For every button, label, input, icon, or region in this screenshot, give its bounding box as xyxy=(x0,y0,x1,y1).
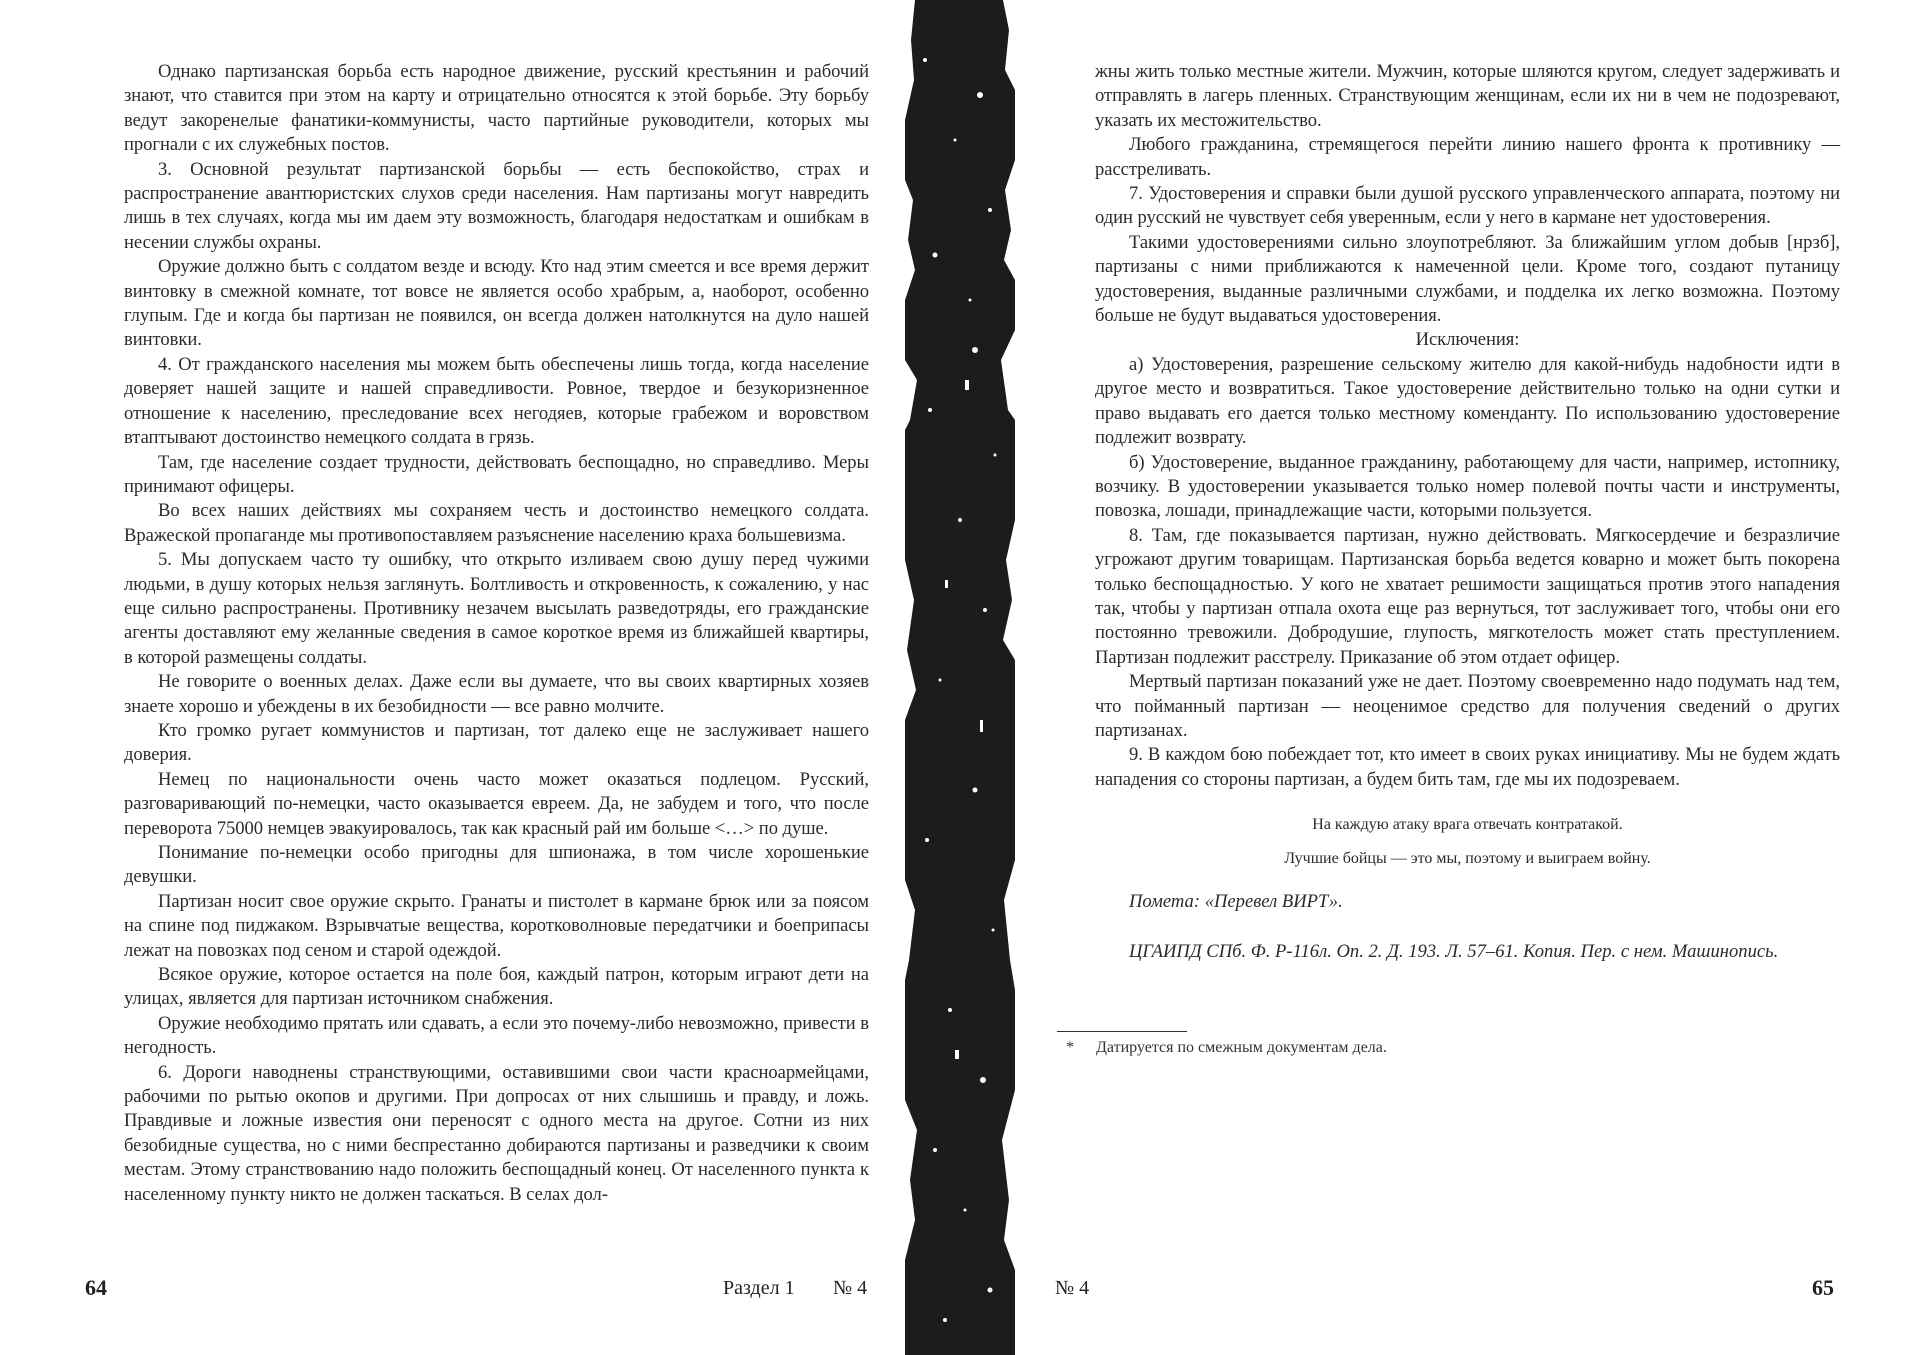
paragraph: Там, где население создает трудности, действовать беспощадно, но справедливо. Меры принимают офицеры. xyxy=(124,451,869,497)
paragraph: 6. Дороги наводнены странствующими, оставившими свои части красноармейцами, рабочими по рытью окопов и другими. При допросах от них слышишь и правду, и ложь. Правдивые и ложные известия они переносят с одного места на другое. Сотни из них безобидные существа, но с ними беспрестанно добираются партизаны и разведчики к своим местам. Этому странствованию надо положить беспощадный конец. От населенного пункта к населенному пункту никто не должен таскаться. В селах дол- xyxy=(124,1061,869,1205)
closing-line: Лучшие бойцы — это мы, поэтому и выиграем войну. xyxy=(1284,850,1651,868)
paragraph: Исключения: xyxy=(1415,329,1520,351)
paragraph: Понимание по-немецки особо пригодны для шпионажа, в том числе хорошенькие девушки. xyxy=(124,842,869,888)
footnote xyxy=(1066,1038,1387,1058)
paragraph: 9. В каждом бою побеждает тот, кто имеет в своих руках инициативу. Мы не будем ждать нападения со стороны партизан, а будем бить там, где мы их подозреваем. xyxy=(1095,744,1840,790)
paragraph: Во всех наших действиях мы сохраняем честь и достоинство немецкого солдата. Вражеской пропаганде мы противопоставляем разъяснение населению краха большевизма. xyxy=(124,500,869,546)
paragraph: Такими удостоверениями сильно злоупотребляют. За ближайшим углом добыв [нрзб], партизаны с ними приближаются к намеченной цели. Кроме того, создают путаницу удостоверения, выданные различными службами, и подделка их легко возможна. Поэтому больше не будут выдаваться удостоверения. xyxy=(1095,231,1840,327)
footnote-text: Датируется по смежным документам дела. xyxy=(1096,1039,1387,1056)
paragraph: 3. Основной результат партизанской борьбы — есть беспокойство, страх и распространение авантюристских слухов среди населения. Нам партизаны могут навредить лишь в тех случаях, когда мы им даем эту возможность, благодаря недостаткам и ошибкам в несении службы охраны. xyxy=(124,158,869,253)
running-head-section: Раздел 1 xyxy=(723,1277,795,1299)
right-page-number: 65 xyxy=(1812,1275,1834,1300)
paragraph: Мертвый партизан показаний уже не дает. Поэтому своевременно надо подумать над тем, что пойманный партизан — неоценимое средство для получения сведений о других партизанах. xyxy=(1095,671,1840,741)
document-note xyxy=(1095,890,1840,914)
right-page xyxy=(1095,60,1840,964)
paragraph: Однако партизанская борьба есть народное движение, русский крестьянин и рабочий знают, что ставится при этом на карту и отрицательно относятся к этой борьбе. Эту борьбу ведут закоренелые фанатики-коммунисты, часто партийные руководители, которых мы прогнали с их служебных постов. xyxy=(124,61,869,156)
paragraph: а) Удостоверения, разрешение сельскому жителю для какой-нибудь надобности идти в другое место и возвратиться. Такое удостоверение действительно только на одни сутки и право выдавать его дается только местному коменданту. По использованию удостоверение подлежит возврату. xyxy=(1095,353,1840,449)
paragraph: Оружие должно быть с солдатом везде и всюду. Кто над этим смеется и все время держит винтовку в смежной комнате, тот вовсе не является особо храбрым, а, наоборот, особенно глупым. Где и когда бы партизан не появился, он всегда должен натолкнутся на дуло нашей винтовки. xyxy=(124,256,869,351)
note-separator: : xyxy=(1193,891,1205,913)
closing-slogan xyxy=(1095,816,1840,868)
paragraph: б) Удостоверение, выданное гражданину, работающему для части, например, истопнику, возчику. В удостоверении указывается только номер полевой почты части и инструменты, повозка, лошади, принадлежащие части, которыми пользуется. xyxy=(1095,451,1840,522)
note-label: Помета xyxy=(1129,891,1194,913)
paragraph: 8. Там, где показывается партизан, нужно действовать. Мягкосердечие и безразличие угрожают другим товарищам. Партизанская борьба ведется коварно и может быть покорена только беспощадностью. У кого не хватает решимости защищаться против этого нападения так, чтобы у партизан отпала охота еще раз вернуться, тот заслуживает того, чтобы они его постоянно тревожили. Добродушие, глупость, мягкотелость может стать преступлением. Партизан подлежит расстрелу. Приказание об этом отдает офицер. xyxy=(1095,524,1840,668)
footnote-mark: * xyxy=(1066,1039,1074,1056)
paragraph: Оружие необходимо прятать или сдавать, а если это почему-либо невозможно, привести в негодность. xyxy=(124,1012,869,1059)
archive-reference: ЦГАИПД СПб. Ф. Р-116л. Оп. 2. Д. 193. Л. 57–61. Копия. Пер. с нем. Машинопись. xyxy=(1129,940,1779,962)
paragraph: Не говорите о военных делах. Даже если вы думаете, что вы своих квартирных хозяев знаете хорошо и убеждены в их безобидности — все равно молчите. xyxy=(124,671,869,717)
left-page-number: 64 xyxy=(85,1275,107,1300)
paragraph: 4. От гражданского населения мы можем быть обеспечены лишь тогда, когда население доверяет нашей защите и нашей справедливости. Ровное, твердое и безукоризненное отношение к населению, преследование всех негодяев, которые грабежом и воровством втаптывают достоинство немецкого солдата в грязь. xyxy=(124,353,869,449)
paragraph: Немец по национальности очень часто может оказаться подлецом. Русский, разговаривающий по-немецки, часто оказывается евреем. Да, не забудем и того, что после переворота 75000 немцев эвакуировалось, так как красный рай им больше <…> по душе. xyxy=(124,768,869,839)
closing-line: На каждую атаку врага отвечать контратакой. xyxy=(1312,816,1623,834)
note-text: «Перевел ВИРТ». xyxy=(1204,891,1343,913)
decorative-gutter-band xyxy=(905,0,1015,1355)
paragraph: жны жить только местные жители. Мужчин, которые шляются кругом, следует задерживать и отправлять в лагерь пленных. Странствующим женщинам, если их ни в чем не подозревают, указать их местожительство. xyxy=(1095,61,1840,131)
paragraph: 7. Удостоверения и справки были душой русского управленческого аппарата, поэтому ни один русский не чувствует себя уверенным, если у него в кармане нет удостоверения. xyxy=(1095,183,1840,229)
paragraph: 5. Мы допускаем часто ту ошибку, что открыто изливаем свою душу перед чужими людьми, в душу которых нельзя заглянуть. Болтливость и откровенность, к сожалению, у нас еще сильно распространены. Противнику незачем высылать разведотряды, его гражданские агенты доставляют ему желанные сведения в самое короткое время из ближайшей квартиры, в которой размещены солдаты. xyxy=(124,549,869,668)
paragraph: Всякое оружие, которое остается на поле боя, каждый патрон, которым играют дети на улицах, является для партизан источником снабжения. xyxy=(124,964,869,1010)
paragraph: Кто громко ругает коммунистов и партизан, тот далеко еще не заслуживает нашего доверия. xyxy=(124,719,869,766)
left-page-body xyxy=(124,60,869,1207)
paragraph: Партизан носит свое оружие скрыто. Гранаты и пистолет в кармане брюк или за поясом на спине под пиджаком. Взрывчатые вещества, коротковолновые передатчики и боеприпасы лежат на повозках под сеном и старой одеждой. xyxy=(124,890,869,961)
left-page xyxy=(124,60,869,1207)
running-head-issue-left: № 4 xyxy=(833,1277,868,1299)
running-head-issue-right: № 4 xyxy=(1055,1277,1090,1299)
right-page-body xyxy=(1095,60,1840,792)
footnote-rule xyxy=(1057,1031,1187,1032)
paragraph: Любого гражданина, стремящегося перейти линию нашего фронта к противнику — расстреливать. xyxy=(1095,134,1840,180)
